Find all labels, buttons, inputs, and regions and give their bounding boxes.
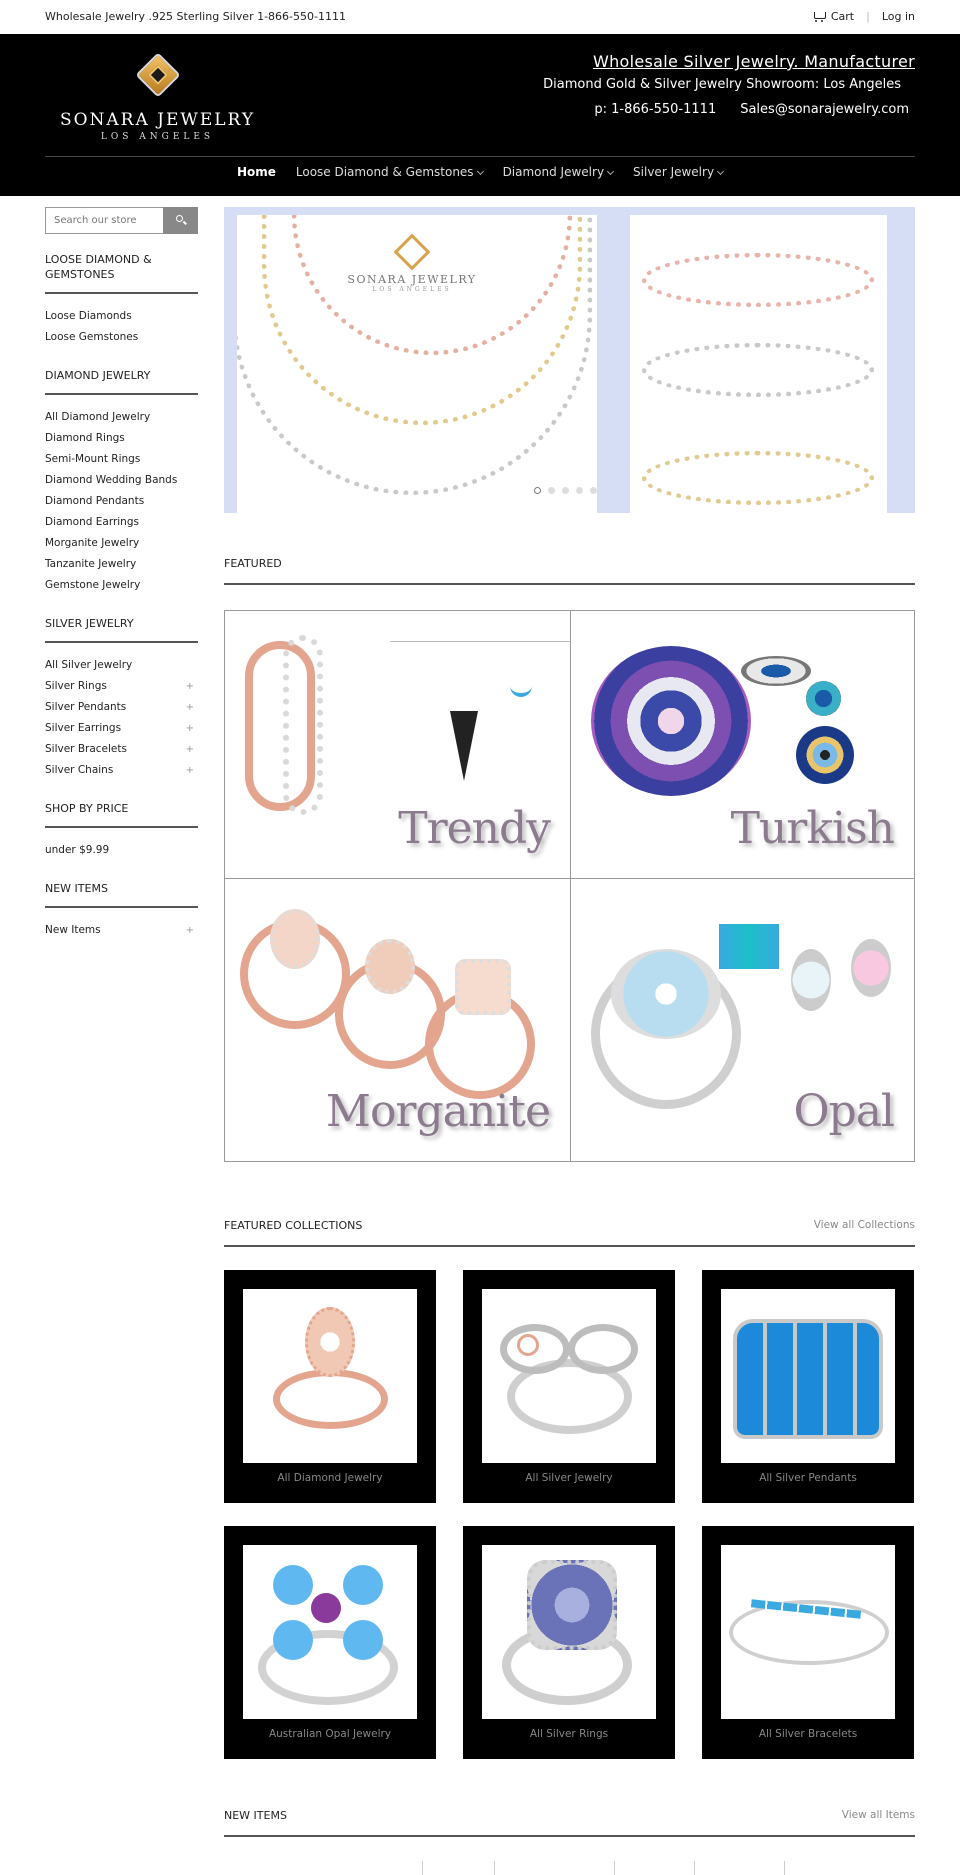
sidebar-item-label: Diamond Wedding Bands [45, 474, 178, 486]
collection-name: All Diamond Jewelry [277, 1472, 383, 1484]
sidebar-item[interactable] [45, 449, 198, 470]
collection-image [482, 1545, 656, 1719]
search-icon [176, 215, 183, 222]
slideshow-dot[interactable] [590, 487, 597, 494]
collection-name: All Silver Pendants [759, 1472, 857, 1484]
view-all-collections-link[interactable]: View all Collections [813, 1219, 915, 1231]
sidebar-item[interactable] [45, 718, 198, 739]
sidebar-section [45, 252, 198, 368]
cart-icon [812, 11, 826, 22]
sidebar-item-label: New Items [45, 924, 101, 936]
sidebar-section [45, 368, 198, 616]
sidebar-item-label: Silver Rings [45, 680, 107, 692]
separator: | [866, 10, 870, 23]
collection-card[interactable] [702, 1270, 914, 1503]
collection-image [721, 1289, 895, 1463]
nav-item-2[interactable] [503, 165, 613, 179]
collection-image [243, 1289, 417, 1463]
nav-item-3[interactable] [633, 165, 723, 179]
featured-tile-label: Morganite [325, 1086, 550, 1137]
nav-item-1[interactable] [296, 165, 483, 179]
sidebar-section [45, 881, 198, 961]
sidebar-item-label: Diamond Pendants [45, 495, 145, 507]
logo-name: SONARA JEWELRY [59, 110, 256, 130]
sidebar-item[interactable] [45, 920, 198, 941]
sidebar-item[interactable] [45, 739, 198, 760]
login-link[interactable]: Log in [881, 10, 915, 23]
nav-item-label: Diamond Jewelry [502, 165, 605, 179]
header-email[interactable]: Sales@sonarajewelry.com [740, 102, 909, 117]
logo-subtitle: LOS ANGELES [100, 132, 215, 142]
sidebar-item-label: Loose Diamonds [45, 310, 132, 322]
sidebar-item[interactable] [45, 428, 198, 449]
banner-logo-icon [394, 234, 431, 271]
sidebar-item[interactable] [45, 491, 198, 512]
collection-image [721, 1545, 895, 1719]
header-phone: p: 1-866-550-1111 [594, 102, 717, 117]
header-contact [543, 102, 909, 117]
expand-plus-icon[interactable]: + [185, 925, 194, 936]
slideshow-dots [534, 487, 597, 494]
slideshow-dot[interactable] [548, 487, 555, 494]
search-input[interactable] [45, 207, 163, 234]
sidebar-section-title: NEW ITEMS [45, 881, 198, 908]
header-info [543, 52, 915, 117]
expand-plus-icon[interactable]: + [185, 681, 194, 692]
sidebar-section-title: SHOP BY PRICE [45, 801, 198, 828]
sidebar-section-title: LOOSE DIAMOND & GEMSTONES [45, 252, 198, 294]
sidebar-item-label: Diamond Rings [45, 432, 125, 444]
top-bar [0, 0, 960, 34]
collection-card[interactable] [224, 1526, 436, 1759]
collection-image [243, 1545, 417, 1719]
banner-logo-sub: LOS ANGELES [372, 286, 452, 293]
featured-tile-morganite[interactable] [225, 879, 570, 1161]
account-links [812, 10, 915, 23]
expand-plus-icon[interactable]: + [185, 765, 194, 776]
cart-link[interactable] [812, 10, 854, 23]
sidebar-item[interactable] [45, 554, 198, 575]
slideshow-dot[interactable] [562, 487, 569, 494]
sidebar-item-label: Silver Bracelets [45, 743, 127, 755]
sidebar-section-title: SILVER JEWELRY [45, 616, 198, 643]
sidebar-item-label: Gemstone Jewelry [45, 579, 141, 591]
main-nav [0, 165, 960, 179]
slideshow-dot[interactable] [576, 487, 583, 494]
expand-plus-icon[interactable]: + [185, 702, 194, 713]
nav-item-label: Home [236, 165, 276, 179]
collection-card[interactable] [463, 1270, 675, 1503]
collection-name: Australian Opal Jewelry [268, 1728, 392, 1740]
sidebar [45, 207, 198, 961]
sidebar-item-label: under $9.99 [45, 844, 110, 856]
collections-title: FEATURED COLLECTIONS [224, 1219, 363, 1232]
sidebar-item-label: Diamond Earrings [45, 516, 139, 528]
sidebar-item[interactable] [45, 655, 198, 676]
promo-text: Wholesale Jewelry .925 Sterling Silver 1-866-550-1111 [45, 10, 346, 23]
sidebar-item[interactable] [45, 407, 198, 428]
sidebar-item-label: Tanzanite Jewelry [45, 558, 137, 570]
expand-plus-icon[interactable]: + [185, 723, 194, 734]
chevron-down-icon [607, 167, 614, 174]
sidebar-item[interactable] [45, 760, 198, 781]
expand-plus-icon[interactable]: + [185, 744, 194, 755]
sidebar-item[interactable] [45, 327, 198, 348]
sidebar-item[interactable] [45, 533, 198, 554]
featured-tile-label: Trendy [398, 803, 550, 854]
sidebar-item[interactable] [45, 512, 198, 533]
chevron-down-icon [477, 167, 484, 174]
search-form [45, 207, 198, 234]
sidebar-item-label: All Diamond Jewelry [45, 411, 151, 423]
sidebar-item[interactable] [45, 676, 198, 697]
sidebar-item[interactable] [45, 840, 198, 861]
sidebar-item-label: Semi-Mount Rings [45, 453, 141, 465]
sidebar-item-label: Silver Chains [45, 764, 114, 776]
collection-image [482, 1289, 656, 1463]
nav-item-label: Silver Jewelry [633, 165, 715, 179]
sidebar-item[interactable] [45, 306, 198, 327]
sidebar-item[interactable] [45, 575, 198, 596]
collection-card[interactable] [463, 1526, 675, 1759]
sidebar-item-label: Silver Pendants [45, 701, 127, 713]
featured-tile-turkish[interactable] [571, 611, 914, 878]
collection-card[interactable] [224, 1270, 436, 1503]
sidebar-section [45, 801, 198, 881]
sidebar-item-label: All Silver Jewelry [45, 659, 133, 671]
featured-grid [224, 610, 915, 1162]
cart-label: Cart [830, 10, 855, 23]
header-divider [45, 156, 915, 157]
nav-item-0[interactable] [237, 165, 276, 179]
slideshow-dot[interactable] [534, 487, 541, 494]
site-logo[interactable] [50, 52, 265, 152]
collection-name: All Silver Rings [529, 1728, 609, 1740]
featured-tile-label: Turkish [730, 803, 894, 854]
header-subtitle: Diamond Gold & Silver Jewelry Showroom: Los Angeles [543, 77, 901, 92]
collections-heading [224, 1219, 915, 1247]
sidebar-item[interactable] [45, 470, 198, 491]
grid-divider [225, 878, 914, 879]
chevron-down-icon [717, 167, 724, 174]
sidebar-item-label: Loose Gemstones [45, 331, 139, 343]
sidebar-item-label: Silver Earrings [45, 722, 122, 734]
featured-tile-trendy[interactable] [225, 611, 570, 878]
collection-card[interactable] [702, 1526, 914, 1759]
sidebar-section-title: DIAMOND JEWELRY [45, 368, 198, 395]
new-items-heading [224, 1809, 915, 1837]
banner-logo-name: SONARA JEWELRY [347, 273, 477, 286]
new-items-title: NEW ITEMS [224, 1809, 287, 1822]
featured-tile-label: Opal [793, 1086, 894, 1137]
sidebar-sections [45, 252, 198, 961]
view-all-items-link[interactable]: View all Items [841, 1809, 915, 1821]
header-title-link[interactable]: Wholesale Silver Jewelry. Manufacturer [592, 52, 915, 71]
logo-diamond-icon [135, 52, 181, 98]
sidebar-item[interactable] [45, 697, 198, 718]
search-button[interactable] [163, 207, 198, 234]
new-items-row [224, 1861, 915, 1875]
featured-heading [224, 557, 915, 585]
banner-chains-image [237, 215, 597, 513]
sidebar-section [45, 616, 198, 801]
collection-name: All Silver Bracelets [758, 1728, 858, 1740]
grid-divider [570, 611, 571, 1161]
nav-item-label: Loose Diamond & Gemstones [295, 165, 474, 179]
banner-bracelets-image [630, 215, 887, 513]
hero-slideshow[interactable] [224, 207, 915, 513]
collection-name: All Silver Jewelry [525, 1472, 613, 1484]
sidebar-item-label: Morganite Jewelry [45, 537, 140, 549]
site-header [0, 34, 960, 196]
banner-logo [342, 239, 482, 293]
featured-title: FEATURED [224, 557, 282, 570]
featured-tile-opal[interactable] [571, 879, 914, 1161]
